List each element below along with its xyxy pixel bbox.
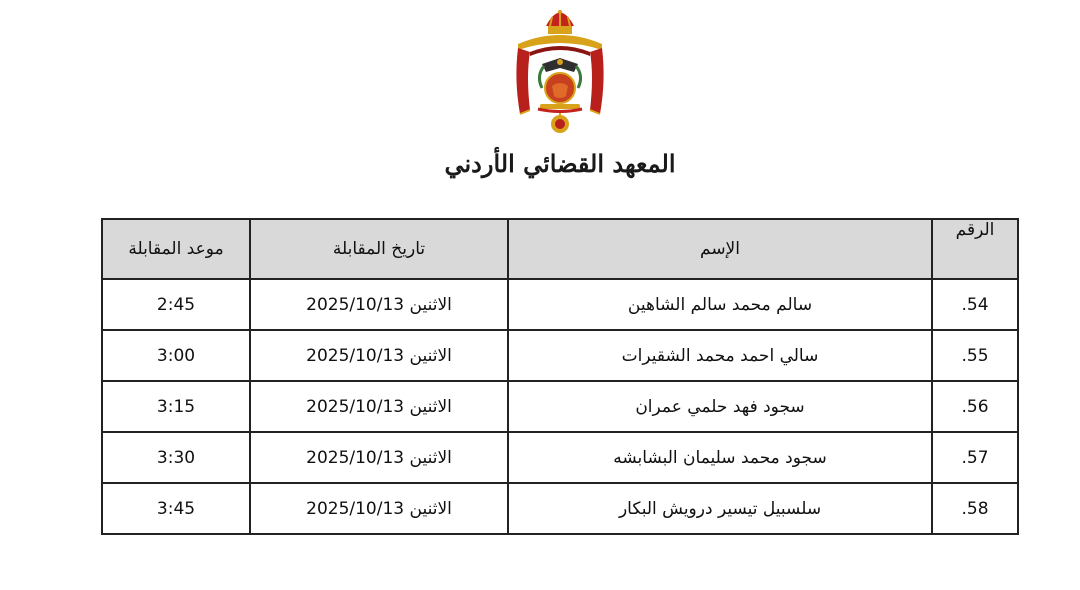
- row-date: الاثنين 2025/10/13: [250, 381, 508, 432]
- table-row: [102, 483, 1018, 534]
- row-date: الاثنين 2025/10/13: [250, 432, 508, 483]
- table-header-row: [102, 219, 1018, 279]
- row-date: الاثنين 2025/10/13: [250, 279, 508, 330]
- row-number: .54: [932, 279, 1018, 330]
- table-row: [102, 432, 1018, 483]
- column-header-date: تاريخ المقابلة: [250, 219, 508, 279]
- row-time: 3:00: [102, 330, 250, 381]
- row-time: 3:30: [102, 432, 250, 483]
- row-number: .56: [932, 381, 1018, 432]
- row-name: سجود فهد حلمي عمران: [508, 381, 932, 432]
- row-date: الاثنين 2025/10/13: [250, 483, 508, 534]
- column-header-number: الرقم: [932, 219, 1018, 279]
- row-date: الاثنين 2025/10/13: [250, 330, 508, 381]
- row-number: .57: [932, 432, 1018, 483]
- table-row: [102, 381, 1018, 432]
- eagle-shield-icon: [539, 58, 580, 103]
- crown-icon: [546, 10, 574, 34]
- row-time: 2:45: [102, 279, 250, 330]
- row-number: .55: [932, 330, 1018, 381]
- interview-schedule-table: [101, 218, 1019, 535]
- table-row: [102, 279, 1018, 330]
- column-header-name: الإسم: [508, 219, 932, 279]
- column-header-time: موعد المقابلة: [102, 219, 250, 279]
- row-time: 3:45: [102, 483, 250, 534]
- row-name: سالم محمد سالم الشاهين: [508, 279, 932, 330]
- row-name: سالي احمد محمد الشقيرات: [508, 330, 932, 381]
- row-name: سلسبيل تيسير درويش البكار: [508, 483, 932, 534]
- row-time: 3:15: [102, 381, 250, 432]
- institute-name: المعهد القضائي الأردني: [444, 148, 676, 178]
- row-name: سجود محمد سليمان البشابشه: [508, 432, 932, 483]
- table-row: [102, 330, 1018, 381]
- medal-icon: [538, 104, 582, 133]
- row-number: .58: [932, 483, 1018, 534]
- jordan-royal-emblem-icon: [508, 10, 612, 140]
